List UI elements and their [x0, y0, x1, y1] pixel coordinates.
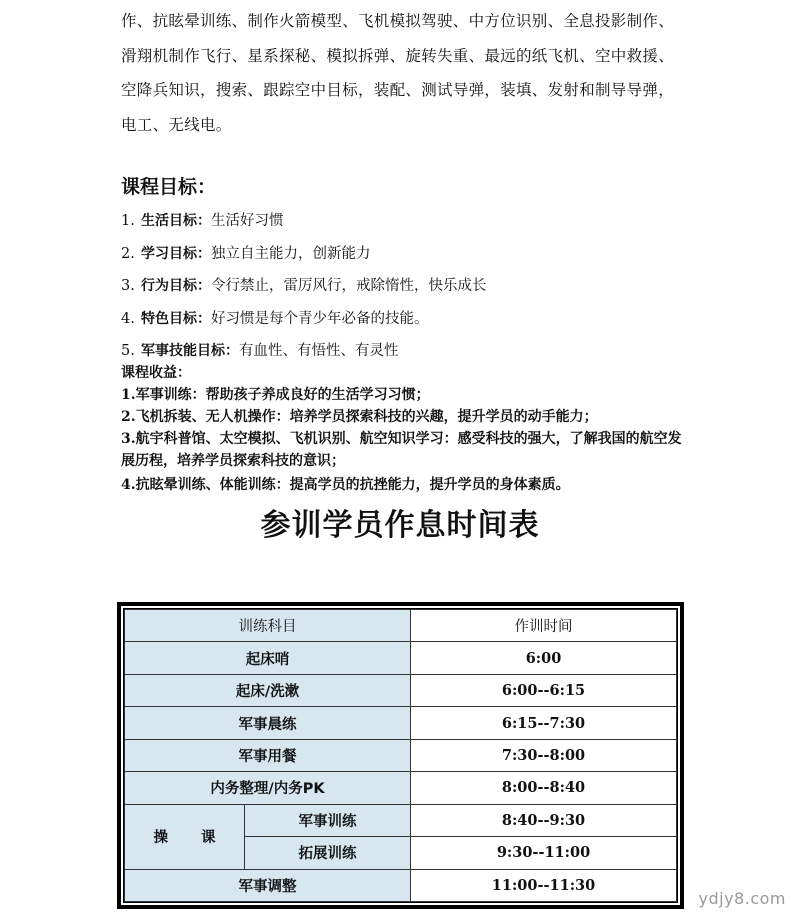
gains-section	[121, 362, 691, 496]
goal-item	[121, 273, 487, 306]
gains-heading: 课程收益：	[121, 365, 191, 381]
header-subject: 训练科目	[125, 610, 411, 642]
gain-item: 4.抗眩晕训练、体能训练：提高学员的抗挫能力，提升学员的身体素质。	[121, 477, 570, 493]
goal-label: 军事技能目标：	[141, 343, 239, 359]
row-time: 11:00--11:30	[411, 869, 677, 902]
row-subject: 军事用餐	[125, 739, 411, 771]
row-time: 8:40--9:30	[411, 804, 677, 836]
row-subject: 军事晨练	[125, 707, 411, 739]
row-time: 7:30--8:00	[411, 739, 677, 771]
goal-label: 生活目标：	[141, 213, 211, 229]
goal-label: 学习目标：	[141, 245, 211, 262]
header-time: 作训时间	[411, 610, 677, 642]
table-row	[125, 674, 677, 706]
gain-item: 2.飞机拆装、无人机操作：培养学员探索科技的兴趣，提升学员的动手能力；	[121, 409, 598, 425]
goal-item	[121, 241, 487, 274]
row-time: 6:15--7:30	[411, 707, 677, 739]
goal-item	[121, 208, 487, 241]
goal-number: 4.	[121, 310, 135, 327]
goal-number: 2.	[121, 245, 135, 262]
row-subject: 军事训练	[245, 804, 411, 836]
watermark: ydjy8.com	[698, 889, 786, 908]
gain-item: 1.军事训练：帮助孩子养成良好的生活学习习惯；	[121, 387, 430, 403]
intro-line: 电工、无线电。	[121, 115, 232, 134]
goal-number: 5.	[121, 343, 135, 359]
table-row	[125, 739, 677, 771]
schedule-title: 参训学员作息时间表	[260, 508, 540, 543]
goal-number: 1.	[121, 213, 135, 229]
table-row	[125, 772, 677, 804]
goal-text: 生活好习惯	[211, 213, 284, 229]
row-subject: 拓展训练	[245, 837, 411, 869]
table-row	[125, 642, 677, 674]
goal-text: 有血性、有悟性、有灵性	[239, 343, 399, 359]
row-subject: 起床/洗漱	[125, 674, 411, 706]
row-subject: 起床哨	[125, 642, 411, 674]
intro-line: 作、抗眩晕训练、制作火箭模型、飞机模拟驾驶、中方位识别、全息投影制作、	[121, 12, 675, 30]
goal-text: 独立自主能力，创新能力	[211, 245, 371, 262]
goal-text: 令行禁止，雷厉风行，戒除惰性，快乐成长	[211, 278, 487, 294]
row-time: 6:00	[411, 642, 677, 674]
row-time: 9:30--11:00	[411, 837, 677, 869]
row-time: 8:00--8:40	[411, 772, 677, 804]
row-subject: 军事调整	[125, 869, 411, 902]
goal-text: 好习惯是每个青少年必备的技能。	[211, 310, 429, 327]
table-row	[125, 707, 677, 739]
goals-list	[121, 208, 487, 371]
schedule-table-frame	[117, 602, 684, 909]
row-subject: 内务整理/内务PK	[125, 772, 411, 804]
goals-heading: 课程目标：	[121, 176, 217, 198]
goal-number: 3.	[121, 278, 135, 294]
goal-label: 特色目标：	[141, 310, 211, 327]
intro-line: 滑翔机制作飞行、星系探秘、模拟拆弹、旋转失重、最远的纸飞机、空中救援、	[121, 46, 675, 65]
intro-line: 空降兵知识，搜索、跟踪空中目标，装配、测试导弹，装填、发射和制导导弹，	[121, 81, 675, 99]
intro-paragraph	[121, 4, 691, 142]
gain-item: 3.航宇科普馆、太空模拟、飞机识别、航空知识学习：感受科技的强大，了解我国的航空发展历程，培养学员探索科技的意识；	[121, 431, 682, 469]
goal-item	[121, 306, 487, 339]
table-row	[125, 804, 677, 836]
row-time: 6:00--6:15	[411, 674, 677, 706]
goal-label: 行为目标：	[141, 278, 211, 294]
schedule-table	[124, 609, 677, 902]
group-label: 操 课	[125, 804, 245, 869]
table-header-row	[125, 610, 677, 642]
table-row	[125, 869, 677, 902]
